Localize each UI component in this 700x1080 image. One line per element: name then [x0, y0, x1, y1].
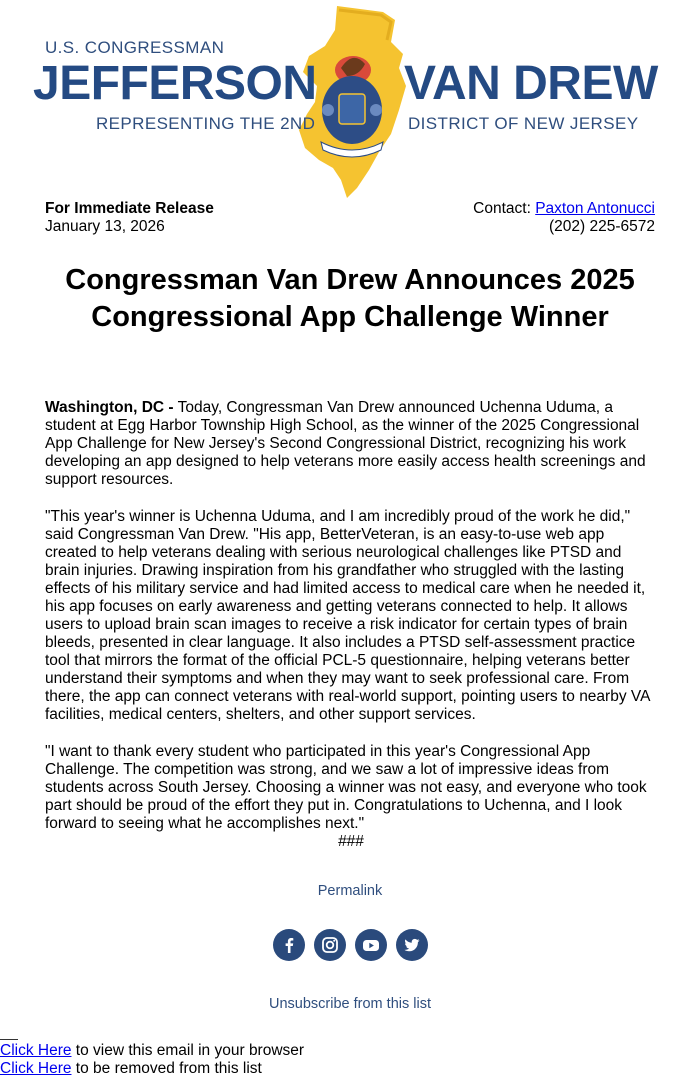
view-in-browser-link[interactable]: Click Here — [0, 1042, 72, 1059]
header-top-line: U.S. CONGRESSMAN — [45, 38, 225, 57]
release-info — [45, 200, 214, 236]
permalink-link[interactable]: Permalink — [317, 883, 383, 899]
letterhead-banner — [0, 0, 700, 200]
instagram-icon[interactable] — [314, 929, 346, 961]
body-paragraph-1 — [45, 399, 657, 489]
contact-phone: (202) 225-6572 — [549, 218, 655, 235]
unsubscribe-link[interactable]: Unsubscribe from this list — [269, 996, 431, 1012]
email-footer — [0, 1042, 304, 1078]
header-tagline-left: REPRESENTING THE 2ND — [96, 114, 316, 133]
remove-from-list-link[interactable]: Click Here — [0, 1060, 72, 1077]
social-links — [0, 929, 700, 961]
footer-divider — [0, 1039, 18, 1040]
footer-line-view-browser — [0, 1042, 304, 1060]
press-release-body — [45, 399, 657, 870]
facebook-icon[interactable] — [273, 929, 305, 961]
release-date: January 13, 2026 — [45, 218, 165, 235]
body-paragraph-1-text: Today, Congressman Van Drew announced Uchenna Uduma, a student at Egg Harbor Township High School, as the winner of the 2025 Congressional App Challenge for New Jersey's Second Congressional District, recognizing his work developing an app designed to help veterans more easily access health screenings and support resources. — [45, 399, 646, 488]
contact-label: Contact: — [473, 200, 531, 217]
header-first-name: JEFFERSON — [33, 57, 317, 110]
press-release-title: Congressman Van Drew Announces 2025 Congressional App Challenge Winner — [65, 264, 635, 333]
end-mark: ### — [338, 833, 364, 850]
dateline: Washington, DC - — [45, 399, 174, 416]
release-label: For Immediate Release — [45, 200, 214, 217]
contact-info — [473, 200, 655, 236]
header-tagline-right: DISTRICT OF NEW JERSEY — [408, 114, 639, 133]
body-paragraph-3: "I want to thank every student who participated in this year's Congressional App Challenge. The competition was strong, and we saw a lot of impressive ideas from students across South Jersey. Choosing a winner was not easy, and everyone who took part should be proud of the effort they put in. Congratulations to Uchenna, and I look forward to seeing what he accomplishes next." — [45, 743, 647, 832]
twitter-icon[interactable] — [396, 929, 428, 961]
body-paragraph-2: "This year's winner is Uchenna Uduma, and I am incredibly proud of the work he did," said Congressman Van Drew. "His app, BetterVeteran, is an easy-to-use web app created to help veterans dealing with serious neurological challenges like PTSD and brain injuries. Drawing inspiration from his grandfather who struggled with the lasting effects of his military service and had limited access to medical care when he needed it, his app focuses on early awareness and getting veterans connected to help. It allows users to upload brain scan images to receive a risk indicator for certain types of brain bleeds, presented in clear language. It also includes a PTSD self-assessment practice tool that mirrors the format of the official PCL-5 questionnaire, helping veterans better understand their symptoms and when they may want to seek professional care. From there, the app can connect veterans with real-world support, pointing users to nearby VA facilities, medical centers, shelters, and other support services. — [45, 508, 650, 723]
contact-name-link[interactable]: Paxton Antonucci — [535, 200, 655, 217]
youtube-icon[interactable] — [355, 929, 387, 961]
view-in-browser-text: to view this email in your browser — [71, 1042, 305, 1059]
header-last-name: VAN DREW — [404, 57, 658, 110]
remove-from-list-text: to be removed from this list — [71, 1060, 262, 1077]
footer-line-remove — [0, 1060, 304, 1078]
